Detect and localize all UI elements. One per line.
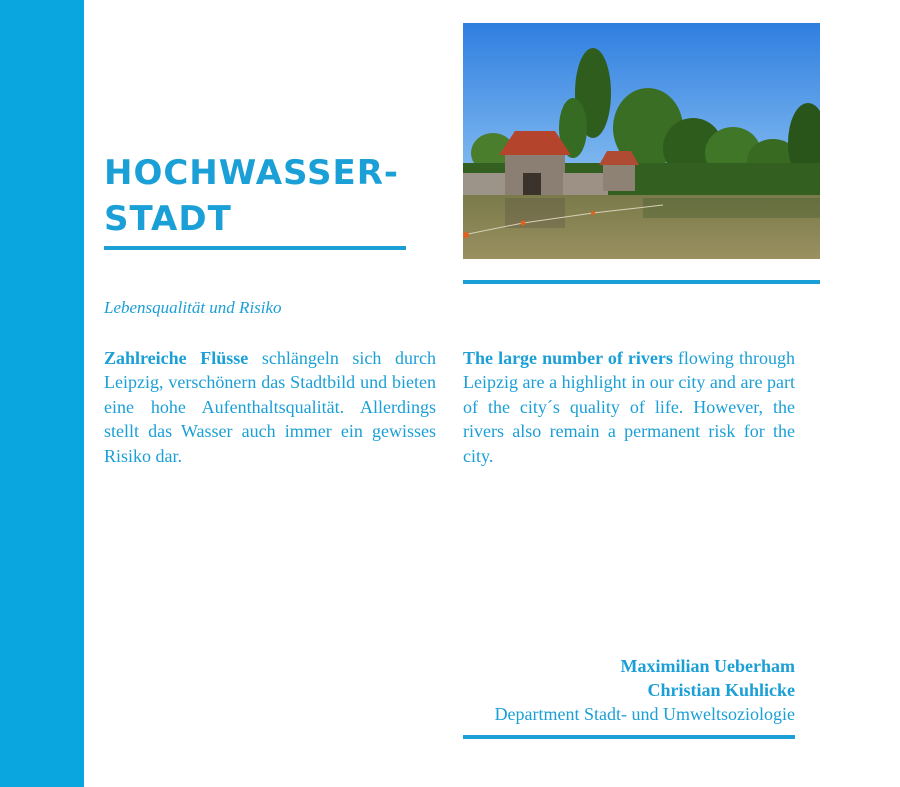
author-underline [463, 735, 795, 739]
author-block [463, 654, 795, 726]
german-body: schlängeln sich durch Leipzig, verschönern das Stadtbild und bieten eine hohe Aufenthaltsqualität. Allerdings stellt das Wasser auch immer ein gewisses Risiko dar. [104, 348, 436, 466]
photo-underline [463, 280, 820, 284]
page-title-line-2: STADT [104, 199, 232, 239]
department: Department Stadt- und Umweltsoziologie [494, 704, 795, 724]
page-title-line-1: HOCHWASSER- [104, 153, 400, 193]
title-underline [104, 246, 406, 250]
subtitle: Lebensqualität und Risiko [104, 298, 282, 317]
english-paragraph [463, 346, 795, 468]
english-lead: The large number of rivers [463, 348, 673, 368]
river-photo [463, 23, 820, 259]
author-name-1: Maximilian Ueberham [620, 656, 795, 676]
german-lead: Zahlreiche Flüsse [104, 348, 249, 368]
english-body: flowing through Leipzig are a highlight in our city and are part of the city´s quality of life. However, the rivers also remain a permanent risk for the city. [463, 348, 795, 466]
page-title [104, 150, 399, 242]
side-color-bar [0, 0, 84, 787]
author-name-2: Christian Kuhlicke [647, 680, 795, 700]
german-paragraph [104, 346, 436, 468]
